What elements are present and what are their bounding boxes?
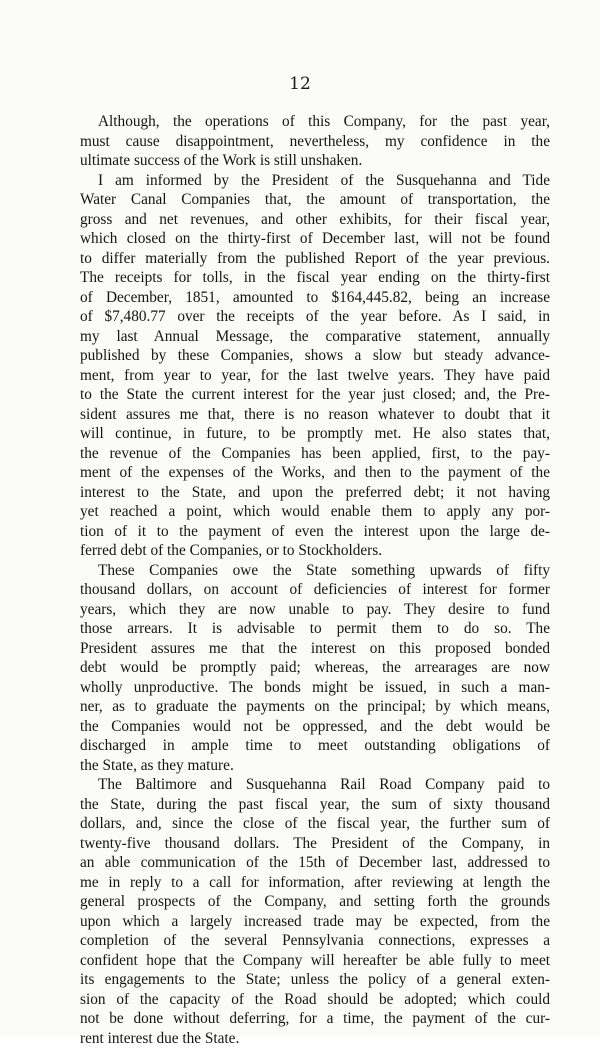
text-line: ultimate success of the Work is still unshaken. bbox=[80, 151, 550, 171]
text-line: ment, from year to year, for the last twelve years. They have paid bbox=[80, 366, 550, 386]
text-line: debt would be promptly paid; whereas, the arrearages are now bbox=[80, 658, 550, 678]
text-line: interest to the State, and upon the preferred debt; it not having bbox=[80, 483, 550, 503]
text-line: my last Annual Message, the comparative statement, annually bbox=[80, 327, 550, 347]
text-line: of $7,480.77 over the receipts of the year before. As I said, in bbox=[80, 307, 550, 327]
text-line: discharged in ample time to meet outstanding obligations of bbox=[80, 736, 550, 756]
text-line: general prospects of the Company, and setting forth the grounds bbox=[80, 892, 550, 912]
text-line: ment of the expenses of the Works, and then to the payment of the bbox=[80, 463, 550, 483]
text-line: sident assures me that, there is no reason whatever to doubt that it bbox=[80, 405, 550, 425]
text-line: Water Canal Companies that, the amount of transportation, the bbox=[80, 190, 550, 210]
text-line: President assures me that the interest on this proposed bonded bbox=[80, 639, 550, 659]
text-line: ner, as to graduate the payments on the principal; by which means, bbox=[80, 697, 550, 717]
body-text bbox=[80, 112, 550, 1048]
text-line: me in reply to a call for information, after reviewing at length the bbox=[80, 873, 550, 893]
text-line: the State, as they mature. bbox=[80, 756, 550, 776]
text-line: sion of the capacity of the Road should be adopted; which could bbox=[80, 990, 550, 1010]
text-line: must cause disappointment, nevertheless, my confidence in the bbox=[80, 132, 550, 152]
text-line: an able communication of the 15th of December last, addressed to bbox=[80, 853, 550, 873]
text-line: published by these Companies, shows a slow but steady advance- bbox=[80, 346, 550, 366]
text-line: which closed on the thirty-first of December last, will not be found bbox=[80, 229, 550, 249]
text-line: These Companies owe the State something upwards of fifty bbox=[80, 561, 550, 581]
text-line: gross and net revenues, and other exhibits, for their fiscal year, bbox=[80, 210, 550, 230]
text-line: to the State the current interest for the year just closed; and, the Pre- bbox=[80, 385, 550, 405]
page-number: 12 bbox=[0, 74, 600, 94]
text-line: tion of it to the payment of even the interest upon the large de- bbox=[80, 522, 550, 542]
text-line: of December, 1851, amounted to $164,445.82, being an increase bbox=[80, 288, 550, 308]
text-line: upon which a largely increased trade may be expected, from the bbox=[80, 912, 550, 932]
text-line: thousand dollars, on account of deficiencies of interest for former bbox=[80, 580, 550, 600]
text-line: twenty-five thousand dollars. The President of the Company, in bbox=[80, 834, 550, 854]
text-line: completion of the several Pennsylvania connections, expresses a bbox=[80, 931, 550, 951]
text-line: ferred debt of the Companies, or to Stockholders. bbox=[80, 541, 550, 561]
text-line: confident hope that the Company will hereafter be able fully to meet bbox=[80, 951, 550, 971]
text-line: The Baltimore and Susquehanna Rail Road Company paid to bbox=[80, 775, 550, 795]
text-line: I am informed by the President of the Susquehanna and Tide bbox=[80, 171, 550, 191]
text-line: yet reached a point, which would enable them to apply any por- bbox=[80, 502, 550, 522]
text-line: years, which they are now unable to pay. They desire to fund bbox=[80, 600, 550, 620]
text-line: the revenue of the Companies has been applied, first, to the pay- bbox=[80, 444, 550, 464]
text-line: wholly unproductive. The bonds might be issued, in such a man- bbox=[80, 678, 550, 698]
text-line: will continue, in future, to be promptly met. He also states that, bbox=[80, 424, 550, 444]
text-line: rent interest due the State. bbox=[80, 1029, 550, 1048]
text-line: dollars, and, since the close of the fiscal year, the further sum of bbox=[80, 814, 550, 834]
text-line: not be done without deferring, for a time, the payment of the cur- bbox=[80, 1009, 550, 1029]
text-line: its engagements to the State; unless the policy of a general exten- bbox=[80, 970, 550, 990]
text-line: the State, during the past fiscal year, the sum of sixty thousand bbox=[80, 795, 550, 815]
text-line: Although, the operations of this Company, for the past year, bbox=[80, 112, 550, 132]
text-line: those arrears. It is advisable to permit them to do so. The bbox=[80, 619, 550, 639]
text-line: The receipts for tolls, in the fiscal year ending on the thirty-first bbox=[80, 268, 550, 288]
text-line: the Companies would not be oppressed, and the debt would be bbox=[80, 717, 550, 737]
text-line: to differ materially from the published Report of the year previous. bbox=[80, 249, 550, 269]
